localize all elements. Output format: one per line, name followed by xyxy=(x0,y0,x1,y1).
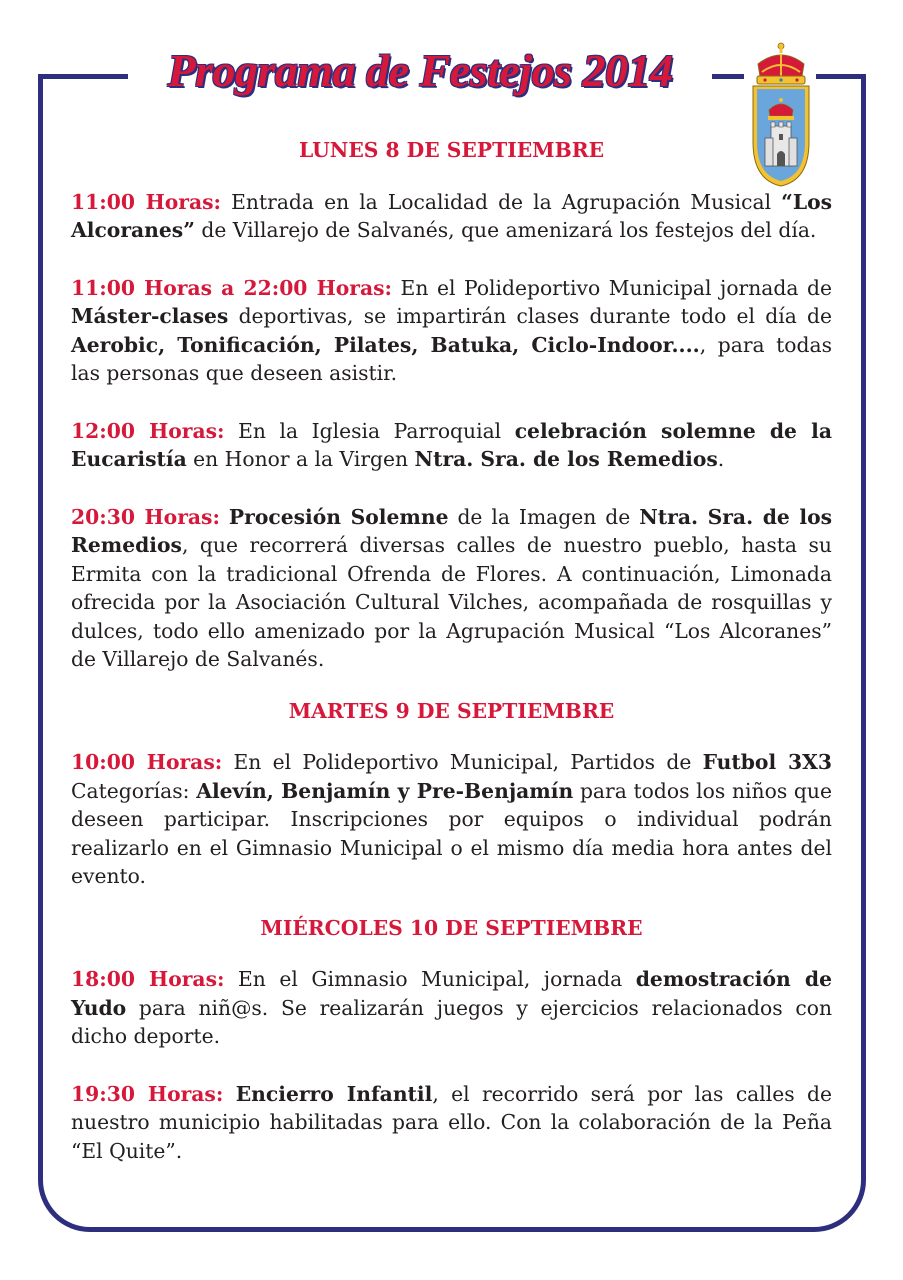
page-title: Programa de Festejos 2014 xyxy=(167,45,673,96)
event-time: 11:00 Horas: xyxy=(71,189,222,214)
event-monday-1200: 12:00 Horas: En la Iglesia Parroquial celebración solemne de la Eucaristía en Honor a la Virgen Ntra. Sra. de los Remedios. xyxy=(71,418,832,471)
event-time: 10:00 Horas: xyxy=(71,750,223,774)
event-wednesday-1800: 18:00 Horas: En el Gimnasio Municipal, jornada demostración de Yudo para niñ@s. Se realizarán juegos y ejercicios relacionados con dicho deporte. xyxy=(71,967,833,1048)
event-tuesday-1000: 10:00 Horas: En el Polideportivo Municipal, Partidos de Futbol 3X3 Categorías: Alevín, Benjamín y Pre-Benjamín para todos los niños que deseen participar. Inscripciones por equipos o individual podrán realizarlo en el Gimnasio Municipal o el mismo día media hora antes del evento. xyxy=(71,750,832,888)
program-content xyxy=(71,136,832,1165)
day-heading-tuesday: MARTES 9 DE SEPTIEMBRE xyxy=(288,698,615,723)
day-heading-wednesday: MIÉRCOLES 10 DE SEPTIEMBRE xyxy=(260,915,643,940)
event-monday-1100: 11:00 Horas: Entrada en la Localidad de la Agrupación Musical “Los Alcoranes” de Villarejo de Salvanés, que amenizará los festejos del día. xyxy=(71,189,833,242)
event-wednesday-1930: 19:30 Horas: Encierro Infantil, el recorrido será por las calles de nuestro municipio habilitadas para ello. Con la colaboración de la Peña “El Quite”. xyxy=(71,1081,832,1163)
event-time: 11:00 Horas a 22:00 Horas: xyxy=(71,275,392,300)
event-time: 19:30 Horas: xyxy=(71,1081,224,1106)
event-time: 12:00 Horas: xyxy=(71,418,225,443)
event-monday-2030: 20:30 Horas: Procesión Solemne de la Imagen de Ntra. Sra. de los Remedios, que recorrerá diversas calles de nuestro pueblo, hasta su Ermita con la tradicional Ofrenda de Flores. A continuación, Limonada ofrecida por la Asociación Cultural Vilches, acompañada de rosquillas y dulces, todo ello amenizado por la Agrupación Musical “Los Alcoranes” de Villarejo de Salvanés. xyxy=(71,504,833,671)
event-time: 20:30 Horas: xyxy=(71,504,220,529)
event-monday-masterclasses: 11:00 Horas a 22:00 Horas: En el Polideportivo Municipal jornada de Máster-clases deportivas, se impartirán clases durante todo el día de Aerobic, Tonificación, Pilates, Batuka, Ciclo-Indoor...., para todas las personas que deseen asistir. xyxy=(71,275,833,385)
event-time: 18:00 Horas: xyxy=(71,967,225,991)
day-heading-monday: LUNES 8 DE SEPTIEMBRE xyxy=(298,138,605,162)
